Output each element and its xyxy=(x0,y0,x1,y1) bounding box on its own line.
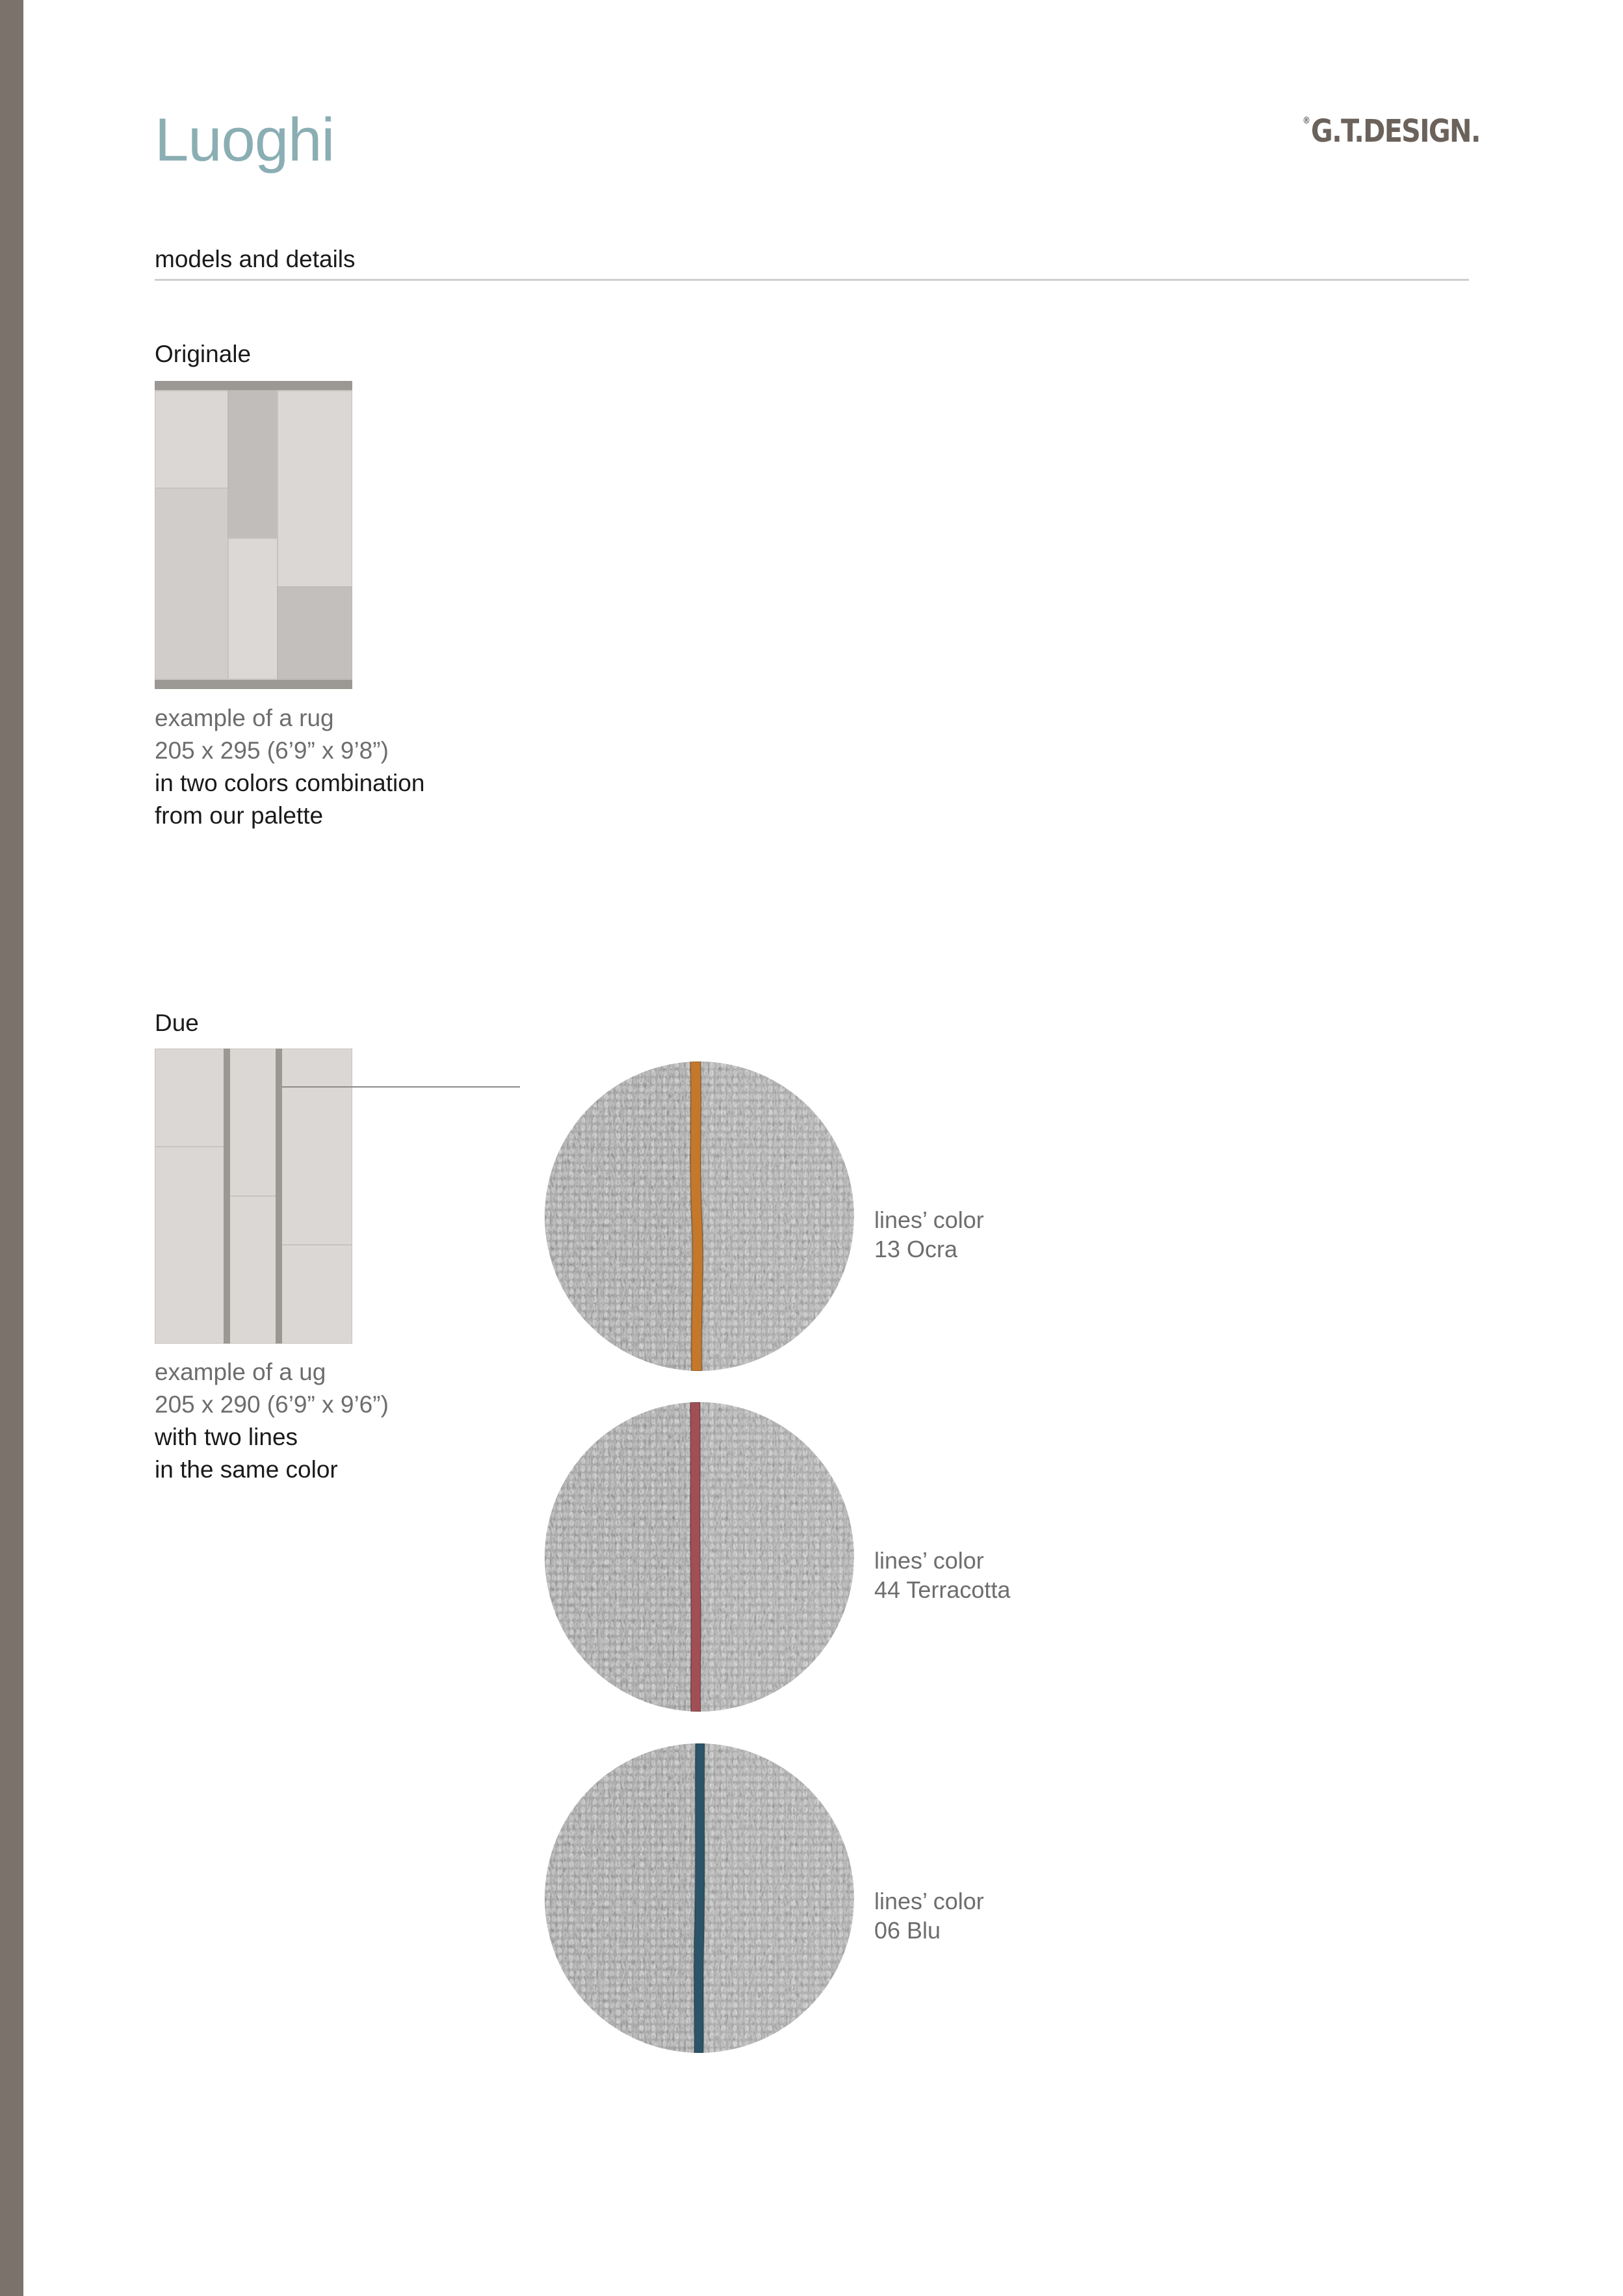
swatch-caption-blu xyxy=(874,1886,984,1945)
fabric-swatch-image xyxy=(545,1062,854,1371)
caption-dimensions: 205 x 295 (6’9” x 9’8”) xyxy=(155,737,389,764)
swatch-terracotta xyxy=(545,1402,854,1712)
stitch-line-ocra xyxy=(690,1062,703,1371)
swatch-color-name: 13 Ocra xyxy=(874,1236,958,1262)
swatch-label: lines’ color xyxy=(874,1888,984,1914)
caption-line: example of a rug xyxy=(155,705,334,731)
brand-name: G.T.DESIGN. xyxy=(1310,113,1480,150)
caption-due xyxy=(155,1356,389,1486)
swatch-color-name: 06 Blu xyxy=(874,1917,941,1944)
fabric-swatch-image xyxy=(545,1402,854,1712)
swatch-label: lines’ color xyxy=(874,1547,984,1574)
rug-diagram-due xyxy=(155,1049,352,1344)
swatch-blu xyxy=(545,1743,854,2053)
stitch-line-blu xyxy=(694,1743,705,2053)
swatch-color-name: 44 Terracotta xyxy=(874,1576,1011,1603)
caption-line: with two lines xyxy=(155,1424,298,1450)
brand-logo xyxy=(1303,113,1480,150)
model-label-due: Due xyxy=(155,1010,199,1036)
swatch-caption-ocra xyxy=(874,1205,984,1264)
stitch-line-terracotta xyxy=(690,1402,701,1712)
swatch-label: lines’ color xyxy=(874,1207,984,1233)
rug-diagram-originale xyxy=(155,381,352,689)
caption-line: in the same color xyxy=(155,1456,338,1483)
caption-line: example of a ug xyxy=(155,1359,326,1385)
section-heading: models and details xyxy=(155,246,356,272)
registered-mark: ® xyxy=(1303,116,1310,126)
model-label-originale: Originale xyxy=(155,341,252,367)
caption-line: in two colors combination xyxy=(155,770,425,796)
page-title: Luoghi xyxy=(155,105,335,174)
fabric-swatch-image xyxy=(545,1743,854,2053)
swatch-ocra xyxy=(545,1062,854,1371)
caption-originale xyxy=(155,702,424,832)
detail-connector-line xyxy=(282,1086,520,1088)
caption-line: from our palette xyxy=(155,802,324,829)
caption-dimensions: 205 x 290 (6’9” x 9’6”) xyxy=(155,1391,389,1418)
left-accent-bar xyxy=(0,0,23,2296)
swatch-caption-terracotta xyxy=(874,1546,1010,1604)
heading-divider xyxy=(155,279,1469,281)
